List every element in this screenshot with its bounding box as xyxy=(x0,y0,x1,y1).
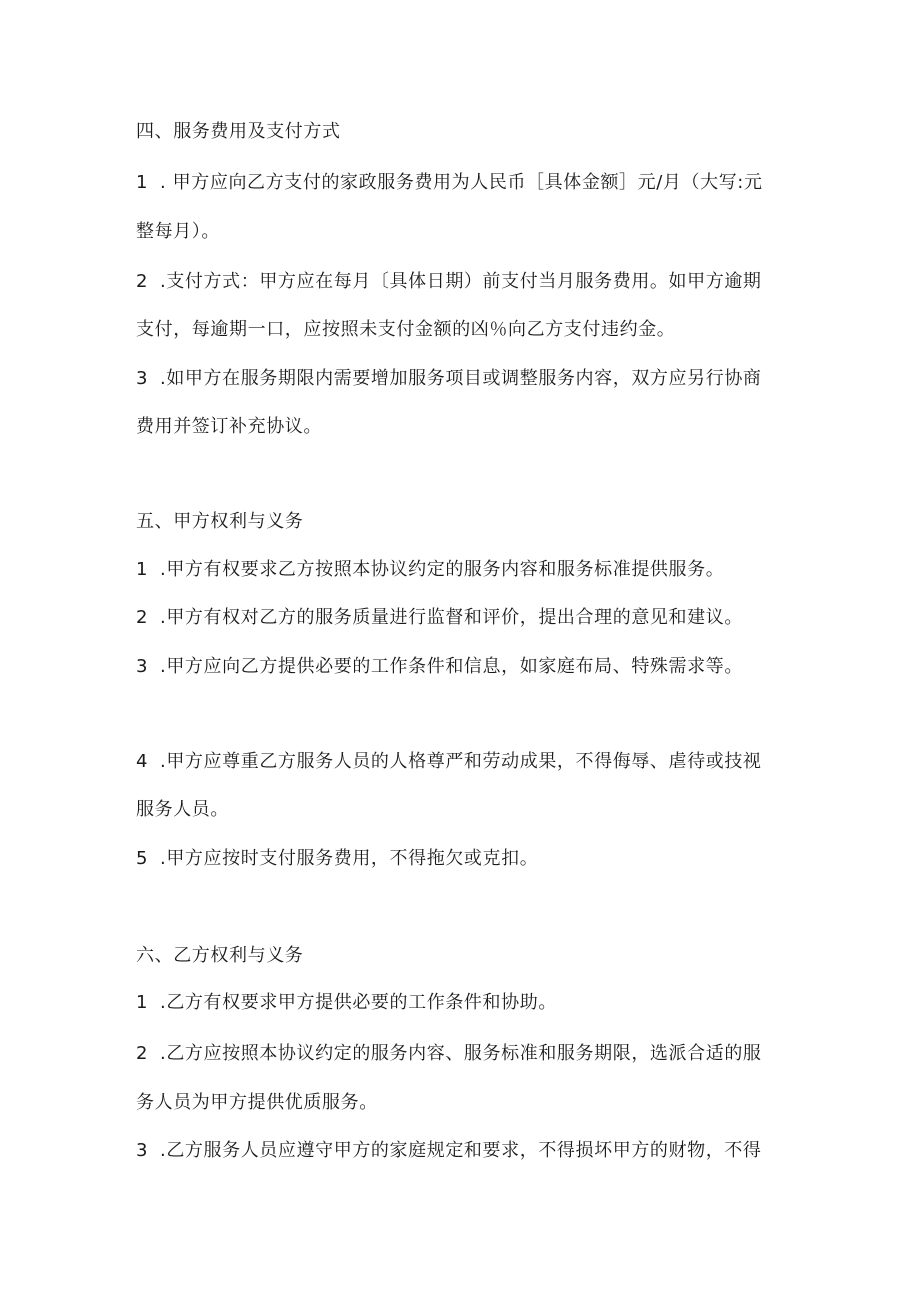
clause-party-b-2 xyxy=(136,1042,762,1066)
clause-party-a-5 xyxy=(136,847,538,871)
clause-fees-1-cont: 整每月）。 xyxy=(136,221,220,242)
clause-party-a-3 xyxy=(136,655,743,679)
clause-party-a-4-cont: 服务人员。 xyxy=(136,799,229,820)
section-heading-party-a: 五、甲方权利与义务 xyxy=(136,511,304,532)
clause-text: .甲方应尊重乙方服务人员的人格尊严和劳动成果，不得侮辱、虐待或技视 xyxy=(160,751,762,772)
clause-fees-3 xyxy=(136,367,762,391)
clause-text: .甲方有权对乙方的服务质量进行监督和评价，提出合理的意见和建议。 xyxy=(160,607,743,628)
clause-number: 1 xyxy=(136,559,149,580)
clause-text: .甲方应按时支付服务费用，不得拖欠或克扣。 xyxy=(160,848,539,869)
section-heading-party-b: 六、乙方权利与义务 xyxy=(136,945,304,966)
clause-fees-1 xyxy=(136,171,763,195)
clause-number: 3 xyxy=(136,1140,149,1161)
clause-number: 2 xyxy=(136,271,149,292)
clause-fees-3-cont: 费用并签订补充协议。 xyxy=(136,416,322,437)
clause-text: . 甲方应向乙方支付的家政服务费用为人民币［具体金额］元/月（大写:元 xyxy=(160,172,763,193)
clause-text: .支付方式：甲方应在每月〔具体日期）前支付当月服务费用。如甲方逾期 xyxy=(160,271,762,292)
clause-party-b-3 xyxy=(136,1139,762,1163)
clause-party-a-1 xyxy=(136,558,724,582)
clause-party-b-1 xyxy=(136,991,557,1015)
clause-text: .甲方应向乙方提供必要的工作条件和信息，如家庭布局、特殊需求等。 xyxy=(160,656,743,677)
clause-number: 2 xyxy=(136,1043,149,1064)
clause-number: 1 xyxy=(136,172,149,193)
clause-text: .乙方有权要求甲方提供必要的工作条件和协助。 xyxy=(160,992,557,1013)
clause-number: 3 xyxy=(136,656,149,677)
clause-text: .乙方应按照本协议约定的服务内容、服务标准和服务期限，选派合适的服 xyxy=(160,1043,762,1064)
clause-number: 4 xyxy=(136,751,149,772)
clause-number: 2 xyxy=(136,607,149,628)
clause-party-b-2-cont: 务人员为甲方提供优质服务。 xyxy=(136,1092,378,1113)
clause-number: 1 xyxy=(136,992,149,1013)
clause-number: 3 xyxy=(136,368,149,389)
clause-text: .如甲方在服务期限内需要增加服务项目或调整服务内容，双方应另行协商 xyxy=(160,368,762,389)
clause-text: .乙方服务人员应遵守甲方的家庭规定和要求，不得损坏甲方的财物，不得 xyxy=(160,1140,762,1161)
clause-fees-2-cont: 支付，每逾期一口，应按照未支付金额的凶％向乙方支付违约金。 xyxy=(136,319,676,340)
clause-party-a-4 xyxy=(136,750,762,774)
section-heading-fees: 四、服务费用及支付方式 xyxy=(136,121,341,142)
clause-number: 5 xyxy=(136,848,149,869)
clause-fees-2 xyxy=(136,270,762,294)
clause-text: .甲方有权要求乙方按照本协议约定的服务内容和服务标准提供服务。 xyxy=(160,559,725,580)
clause-party-a-2 xyxy=(136,606,743,630)
